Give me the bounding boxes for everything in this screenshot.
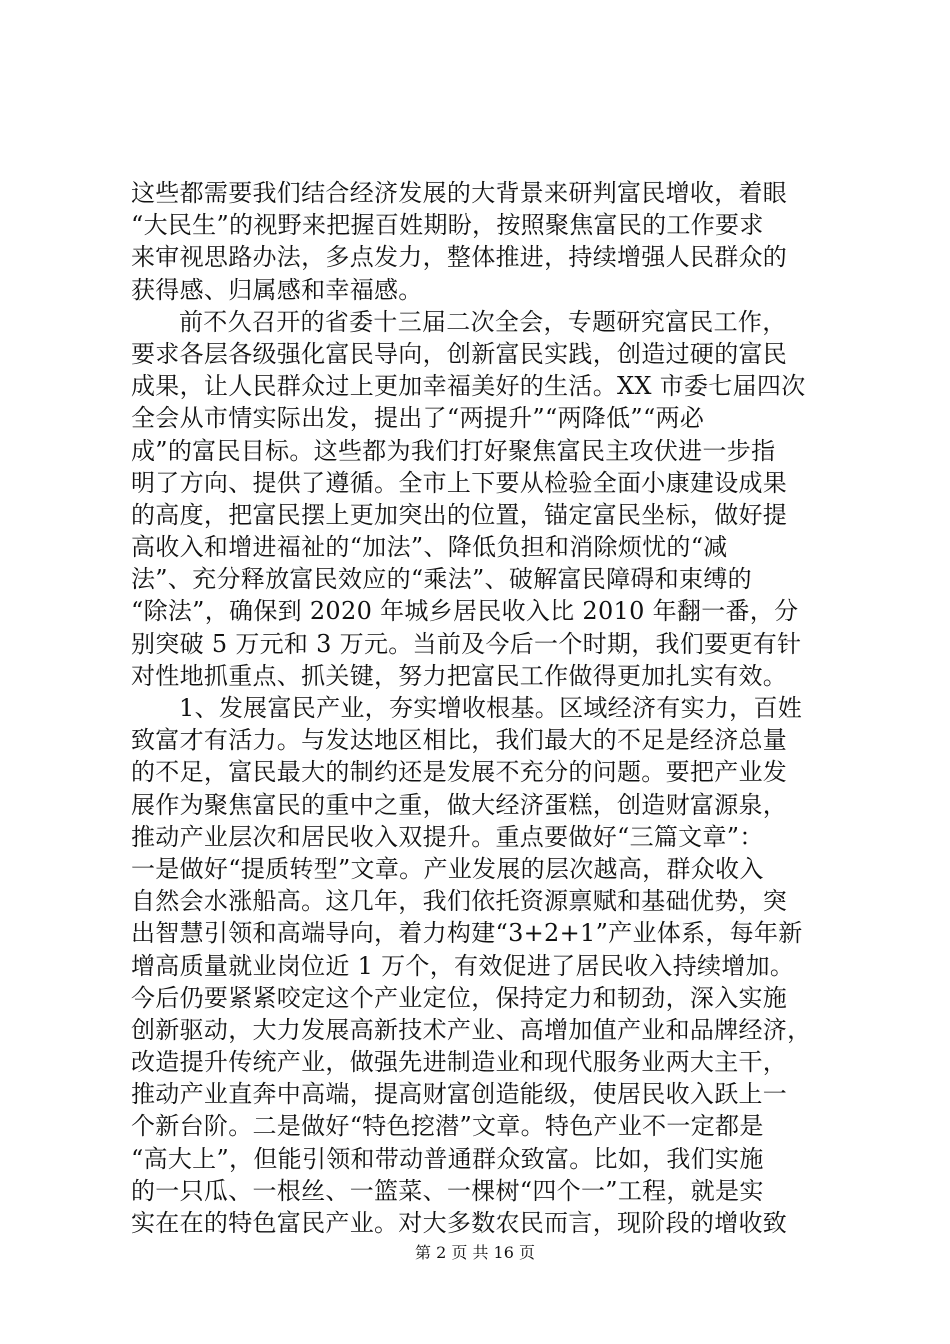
text-line: 的不足，富民最大的制约还是发展不充分的问题。要把产业发 [131, 758, 788, 787]
text-line: 增高质量就业岗位近 1 万个，有效促进了居民收入持续增加。 [131, 951, 795, 980]
text-line: 实在在的特色富民产业。对大多数农民而言，现阶段的增收致 [131, 1209, 788, 1237]
text-line: 这些都需要我们结合经济发展的大背景来研判富民增收，着眼 [131, 179, 788, 207]
text-line: 个新台阶。二是做好“特色挖潜”文章。特色产业不一定都是 [131, 1112, 764, 1141]
text-line: 创新驱动，大力发展高新技术产业、高增加值产业和品牌经济， [131, 1015, 812, 1044]
text-line: 的高度，把富民摆上更加突出的位置，锚定富民坐标，做好提 [131, 500, 788, 529]
text-line: 展作为聚焦富民的重中之重，做大经济蛋糕，创造财富源泉， [131, 790, 788, 819]
text-line: 改造提升传统产业，做强先进制造业和现代服务业两大主干， [131, 1048, 788, 1077]
text-line: 推动产业层次和居民收入双提升。重点要做好“三篇文章”： [131, 822, 764, 851]
text-line: 推动产业直奔中高端，提高财富创造能级，使居民收入跃上一 [131, 1080, 788, 1109]
text-line: 自然会水涨船高。这几年，我们依托资源禀赋和基础优势，突 [131, 887, 788, 916]
text-line: 今后仍要紧紧咬定这个产业定位，保持定力和韧劲，深入实施 [131, 983, 788, 1012]
text-line: 别突破 5 万元和 3 万元。当前及今后一个时期，我们要更有针 [131, 629, 802, 658]
text-line: 成”的富民目标。这些都为我们打好聚焦富民主攻伏进一步指 [131, 436, 776, 465]
text-line: 全会从市情实际出发，提出了“两提升”“两降低”“两必 [131, 404, 705, 433]
text-line: 的一只瓜、一根丝、一篮菜、一棵树“四个一”工程，就是实 [131, 1176, 764, 1205]
text-line: 致富才有活力。与发达地区相比，我们最大的不足是经济总量 [131, 726, 788, 755]
text-line: “大民生”的视野来把握百姓期盼，按照聚焦富民的工作要求 [131, 211, 764, 240]
text-line: 法”、充分释放富民效应的“乘法”、破解富民障碍和束缚的 [131, 565, 752, 594]
text-line: “除法”，确保到 2020 年城乡居民收入比 2010 年翻一番，分 [131, 597, 799, 626]
text-line: 获得感、归属感和幸福感。 [131, 275, 423, 304]
text-line: 成果，让人民群众过上更加幸福美好的生活。XX 市委七届四次 [131, 372, 806, 401]
text-line: “高大上”，但能引领和带动普通群众致富。比如，我们实施 [131, 1144, 764, 1173]
text-line: 明了方向、提供了遵循。全市上下要从检验全面小康建设成果 [131, 468, 788, 497]
body-text [131, 177, 821, 1239]
text-line: 高收入和增进福祉的“加法”、降低负担和消除烦忧的“减 [131, 533, 728, 562]
text-line: 出智慧引领和高端导向，着力构建“3+2+1”产业体系，每年新 [131, 919, 803, 948]
page-number-footer: 第 2 页 共 16 页 [415, 1243, 535, 1262]
paragraph-first-line: 前不久召开的省委十三届二次全会，专题研究富民工作， [179, 307, 787, 336]
text-line: 一是做好“提质转型”文章。产业发展的层次越高，群众收入 [131, 854, 764, 883]
text-line: 对性地抓重点、抓关键，努力把富民工作做得更加扎实有效。 [131, 661, 788, 690]
text-line: 来审视思路办法，多点发力，整体推进，持续增强人民群众的 [131, 243, 788, 272]
text-line: 要求各层各级强化富民导向，创新富民实践，创造过硬的富民 [131, 339, 788, 368]
paragraph-first-line: 1、发展富民产业，夯实增收根基。区域经济有实力，百姓 [179, 694, 803, 722]
